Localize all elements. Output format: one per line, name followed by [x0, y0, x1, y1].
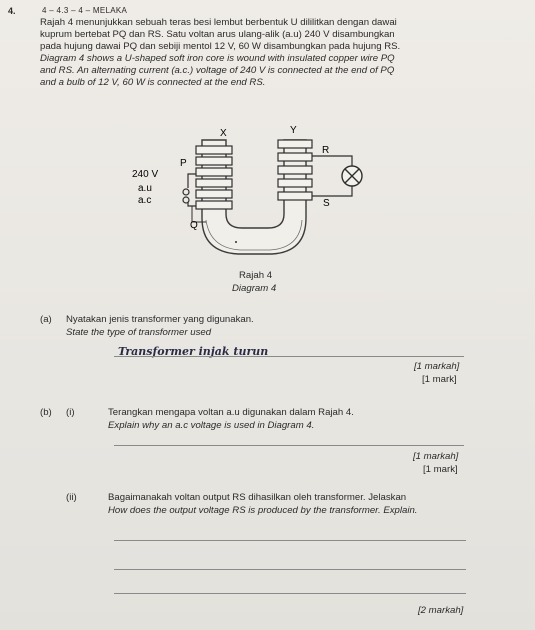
- intro-english-line-1: Diagram 4 shows a U-shaped soft iron core is wound with insulated copper wire PQ: [40, 53, 395, 64]
- part-b-ii-question-malay: Bagaimanakah voltan output RS dihasilkan oleh transformer. Jelaskan: [108, 492, 407, 503]
- answer-line-b-ii-1: [114, 540, 466, 541]
- intro-malay-line-3: pada hujung dawai PQ dan sebiji mentol 12 V, 60 W disambungkan pada hujung RS.: [40, 41, 401, 52]
- part-b-i-label: (i): [66, 407, 75, 418]
- part-a-question-english: State the type of transformer used: [66, 327, 212, 338]
- caption-malay: Rajah 4: [239, 270, 273, 281]
- caption-english: Diagram 4: [232, 283, 277, 294]
- part-b-ii-question-english: How does the output voltage RS is produced by the transformer. Explain.: [108, 505, 418, 516]
- part-a-question-malay: Nyatakan jenis transformer yang digunakan.: [66, 314, 254, 325]
- part-a-handwritten-answer: Transformer injak turun: [118, 345, 269, 358]
- answer-line-b-ii-2: [114, 569, 466, 570]
- paper-code: 4 – 4.3 – 4 – MELAKA: [42, 6, 128, 15]
- part-b-i-marks-english: [1 mark]: [423, 464, 458, 475]
- part-b-i-marks-malay: [1 markah]: [413, 451, 459, 462]
- answer-line-a: [114, 356, 464, 357]
- question-number: 4.: [8, 6, 16, 16]
- part-a-marks-malay: [1 markah]: [414, 361, 460, 372]
- part-b-i-question-malay: Terangkan mengapa voltan a.u digunakan dalam Rajah 4.: [108, 407, 354, 418]
- supply-ac: a.c: [138, 195, 152, 206]
- part-a-marks-english: [1 mark]: [422, 374, 457, 385]
- answer-line-b-ii-3: [114, 593, 466, 594]
- ac-terminal-bottom: [183, 197, 189, 203]
- part-b-label: (b): [40, 407, 52, 418]
- supply-au: a.u: [138, 183, 152, 194]
- part-b-ii-label: (ii): [66, 492, 77, 503]
- part-a-label: (a): [40, 314, 52, 325]
- part-b-i-question-english: Explain why an a.c voltage is used in Diagram 4.: [108, 420, 315, 431]
- label-r: R: [322, 145, 330, 156]
- intro-malay-line-2: kuprum bertebat PQ dan RS. Satu voltan arus ulang-alik (a.u) 240 V disambungkan: [40, 29, 395, 40]
- bulb-icon: [342, 166, 362, 186]
- supply-voltage: 240 V: [132, 169, 159, 180]
- answer-line-b-i: [114, 445, 464, 446]
- transformer-diagram: [0, 0, 535, 300]
- intro-english-line-3: and a bulb of 12 V, 60 W is connected at the end RS.: [40, 77, 266, 88]
- part-b-ii-marks-malay: [2 markah]: [418, 605, 464, 616]
- label-y: Y: [290, 125, 297, 136]
- intro-english-line-2: and RS. An alternating current (a.c.) voltage of 240 V is connected at the end of PQ: [40, 65, 395, 76]
- label-s: S: [323, 198, 330, 209]
- ac-terminal-top: [183, 189, 189, 195]
- label-x: X: [220, 128, 227, 139]
- intro-malay-line-1: Rajah 4 menunjukkan sebuah teras besi lembut berbentuk U dililitkan dengan dawai: [40, 17, 397, 28]
- label-p: P: [180, 158, 187, 169]
- label-q: Q: [190, 220, 198, 231]
